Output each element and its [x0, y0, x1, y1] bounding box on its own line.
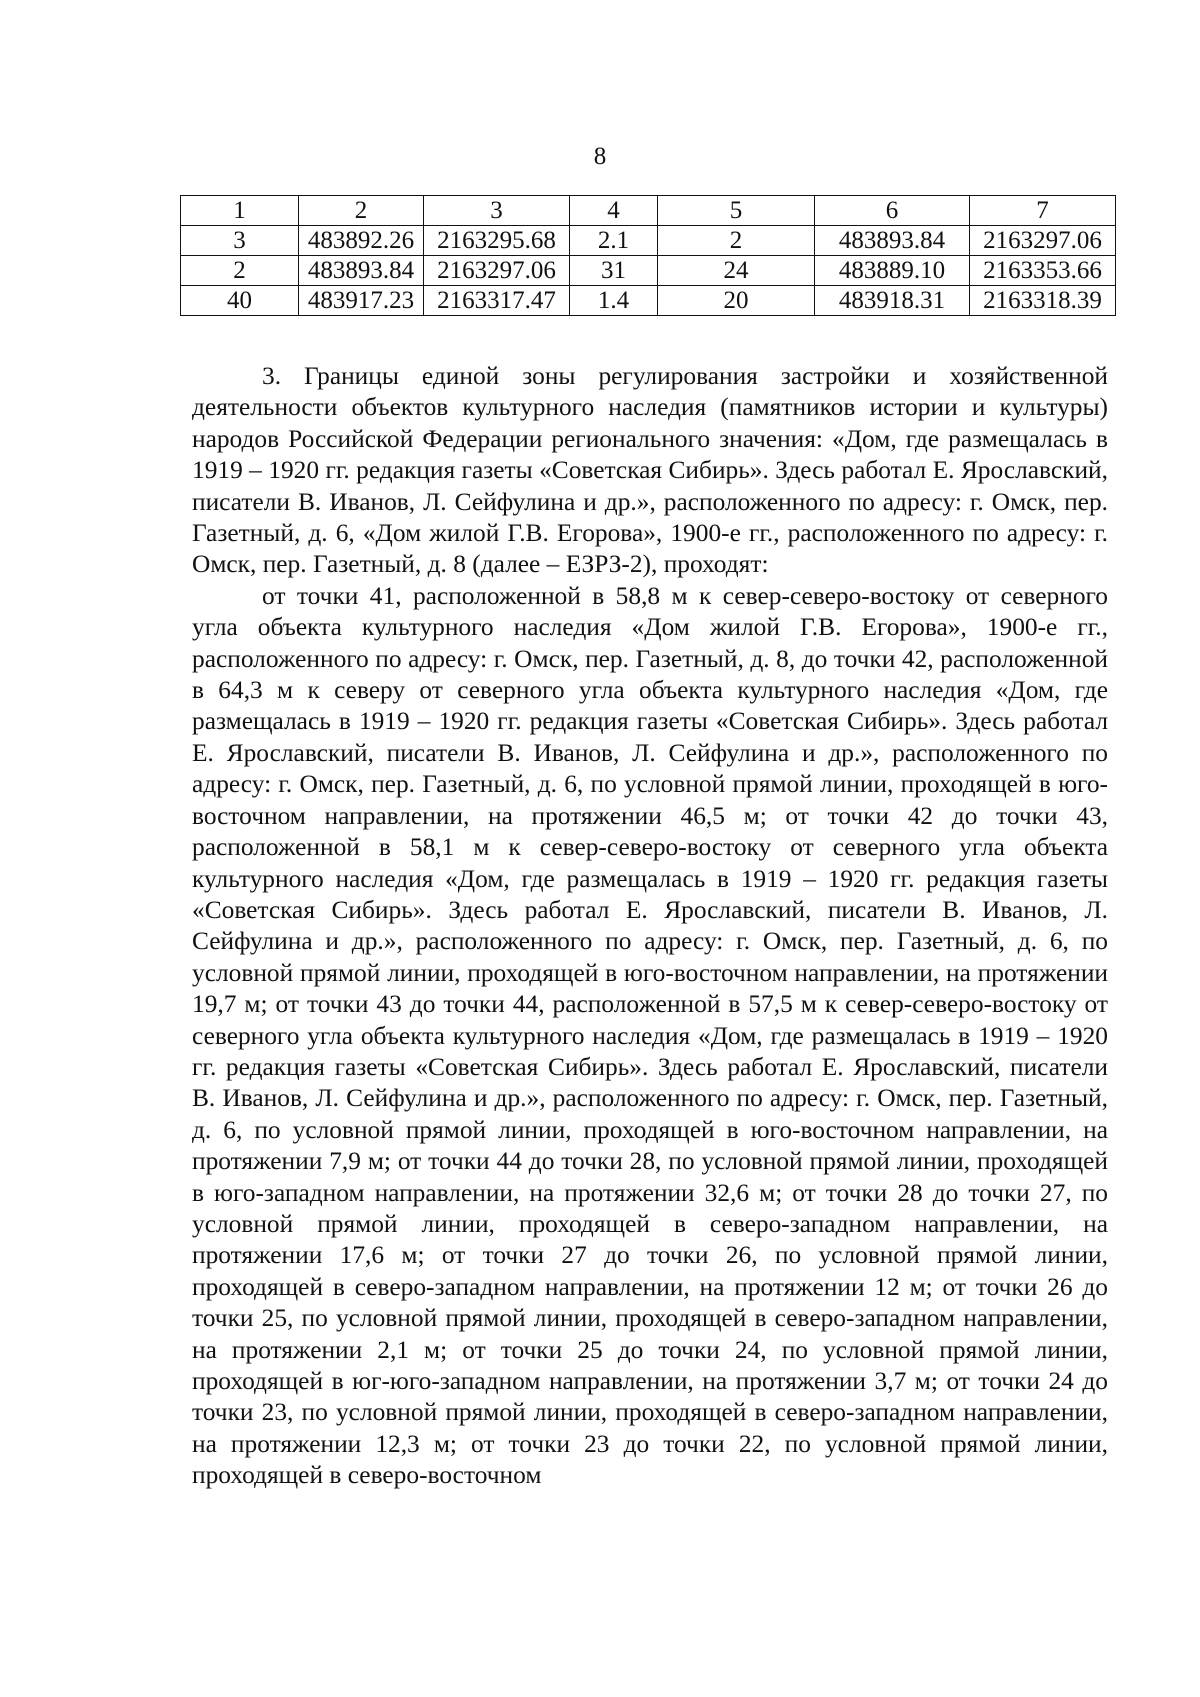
table-cell: 2163318.39	[970, 286, 1116, 316]
table-cell: 483893.84	[299, 256, 424, 286]
table-cell: 31	[570, 256, 658, 286]
table-cell: 6	[815, 196, 970, 226]
paragraph-boundary-points: от точки 41, расположенной в 58,8 м к север-северо-востоку от северного угла объекта культурного наследия «Дом жилой Г.В. Егорова», 1900-е гг., расположенного по адресу: г. Омск, пер. Газетный, д. 8, до точки 42, расположенной в 64,3 м к северу от северного угла объекта культурного наследия «Дом, где размещалась в 1919 – 1920 гг. редакция газеты «Советская Сибирь». Здесь работал Е. Ярославский, писатели В. Иванов, Л. Сейфулина и др.», расположенного по адресу: г. Омск, пер. Газетный, д. 6, по условной прямой линии, проходящей в юго-восточном направлении, на протяжении 46,5 м; от точки 42 до точки 43, расположенной в 58,1 м к север-северо-востоку от северного угла объекта культурного наследия «Дом, где размещалась в 1919 – 1920 гг. редакция газеты «Советская Сибирь». Здесь работал Е. Ярославский, писатели В. Иванов, Л. Сейфулина и др.», расположенного по адресу: г. Омск, пер. Газетный, д. 6, по условной прямой линии, проходящей в юго-восточном направлении, на протяжении 19,7 м; от точки 43 до точки 44, расположенной в 57,5 м к север-северо-востоку от северного угла объекта культурного наследия «Дом, где размещалась в 1919 – 1920 гг. редакция газеты «Советская Сибирь». Здесь работал Е. Ярославский, писатели В. Иванов, Л. Сейфулина и др.», расположенного по адресу: г. Омск, пер. Газетный, д. 6, по условной прямой линии, проходящей в юго-восточном направлении, на протяжении 7,9 м; от точки 44 до точки 28, по условной прямой линии, проходящей в юго-западном направлении, на протяжении 32,6 м; от точки 28 до точки 27, по условной прямой линии, проходящей в северо-западном направлении, на протяжении 17,6 м; от точки 27 до точки 26, по условной прямой линии, проходящей в северо-западном направлении, на протяжении 12 м; от точки 26 до точки 25, по условной прямой линии, проходящей в северо-западном направлении, на протяжении 2,1 м; от точки 25 до точки 24, по условной прямой линии, проходящей в юг-юго-западном направлении, на протяжении 3,7 м; от точки 24 до точки 23, по условной прямой линии, проходящей в северо-западном направлении, на протяжении 12,3 м; от точки 23 до точки 22, по условной прямой линии, проходящей в северо-восточном	[192, 581, 1108, 1490]
table-header-row	[181, 196, 1116, 226]
table-cell: 2163317.47	[424, 286, 570, 316]
table-cell: 1	[181, 196, 299, 226]
table-cell: 7	[970, 196, 1116, 226]
table-cell: 1.4	[570, 286, 658, 316]
table-cell: 2163295.68	[424, 226, 570, 256]
table-cell: 3	[181, 226, 299, 256]
table-cell: 3	[424, 196, 570, 226]
table-cell: 2163297.06	[970, 226, 1116, 256]
table-cell: 24	[658, 256, 815, 286]
coordinates-table	[180, 195, 1116, 316]
table-cell: 2	[658, 226, 815, 256]
table-cell: 2163353.66	[970, 256, 1116, 286]
table-row	[181, 286, 1116, 316]
table-cell: 4	[570, 196, 658, 226]
table-cell: 20	[658, 286, 815, 316]
table-cell: 483892.26	[299, 226, 424, 256]
table-cell: 483917.23	[299, 286, 424, 316]
table-cell: 2	[181, 256, 299, 286]
table-cell: 2	[299, 196, 424, 226]
table-cell: 483893.84	[815, 226, 970, 256]
paragraph-zone-boundaries: 3. Границы единой зоны регулирования застройки и хозяйственной деятельности объектов культурного наследия (памятников истории и культуры) народов Российской Федерации регионального значения: «Дом, где размещалась в 1919 – 1920 гг. редакция газеты «Советская Сибирь». Здесь работал Е. Ярославский, писатели В. Иванов, Л. Сейфулина и др.», расположенного по адресу: г. Омск, пер. Газетный, д. 6, «Дом жилой Г.В. Егорова», 1900-е гг., расположенного по адресу: г. Омск, пер. Газетный, д. 8 (далее – ЕЗРЗ-2), проходят:	[192, 362, 1108, 579]
table-cell: 5	[658, 196, 815, 226]
table-cell: 483889.10	[815, 256, 970, 286]
table-cell: 483918.31	[815, 286, 970, 316]
table-row	[181, 226, 1116, 256]
table-cell: 2.1	[570, 226, 658, 256]
page-number: 8	[593, 143, 607, 170]
table-row	[181, 256, 1116, 286]
document-body	[192, 361, 1108, 1492]
table-cell: 40	[181, 286, 299, 316]
table-cell: 2163297.06	[424, 256, 570, 286]
